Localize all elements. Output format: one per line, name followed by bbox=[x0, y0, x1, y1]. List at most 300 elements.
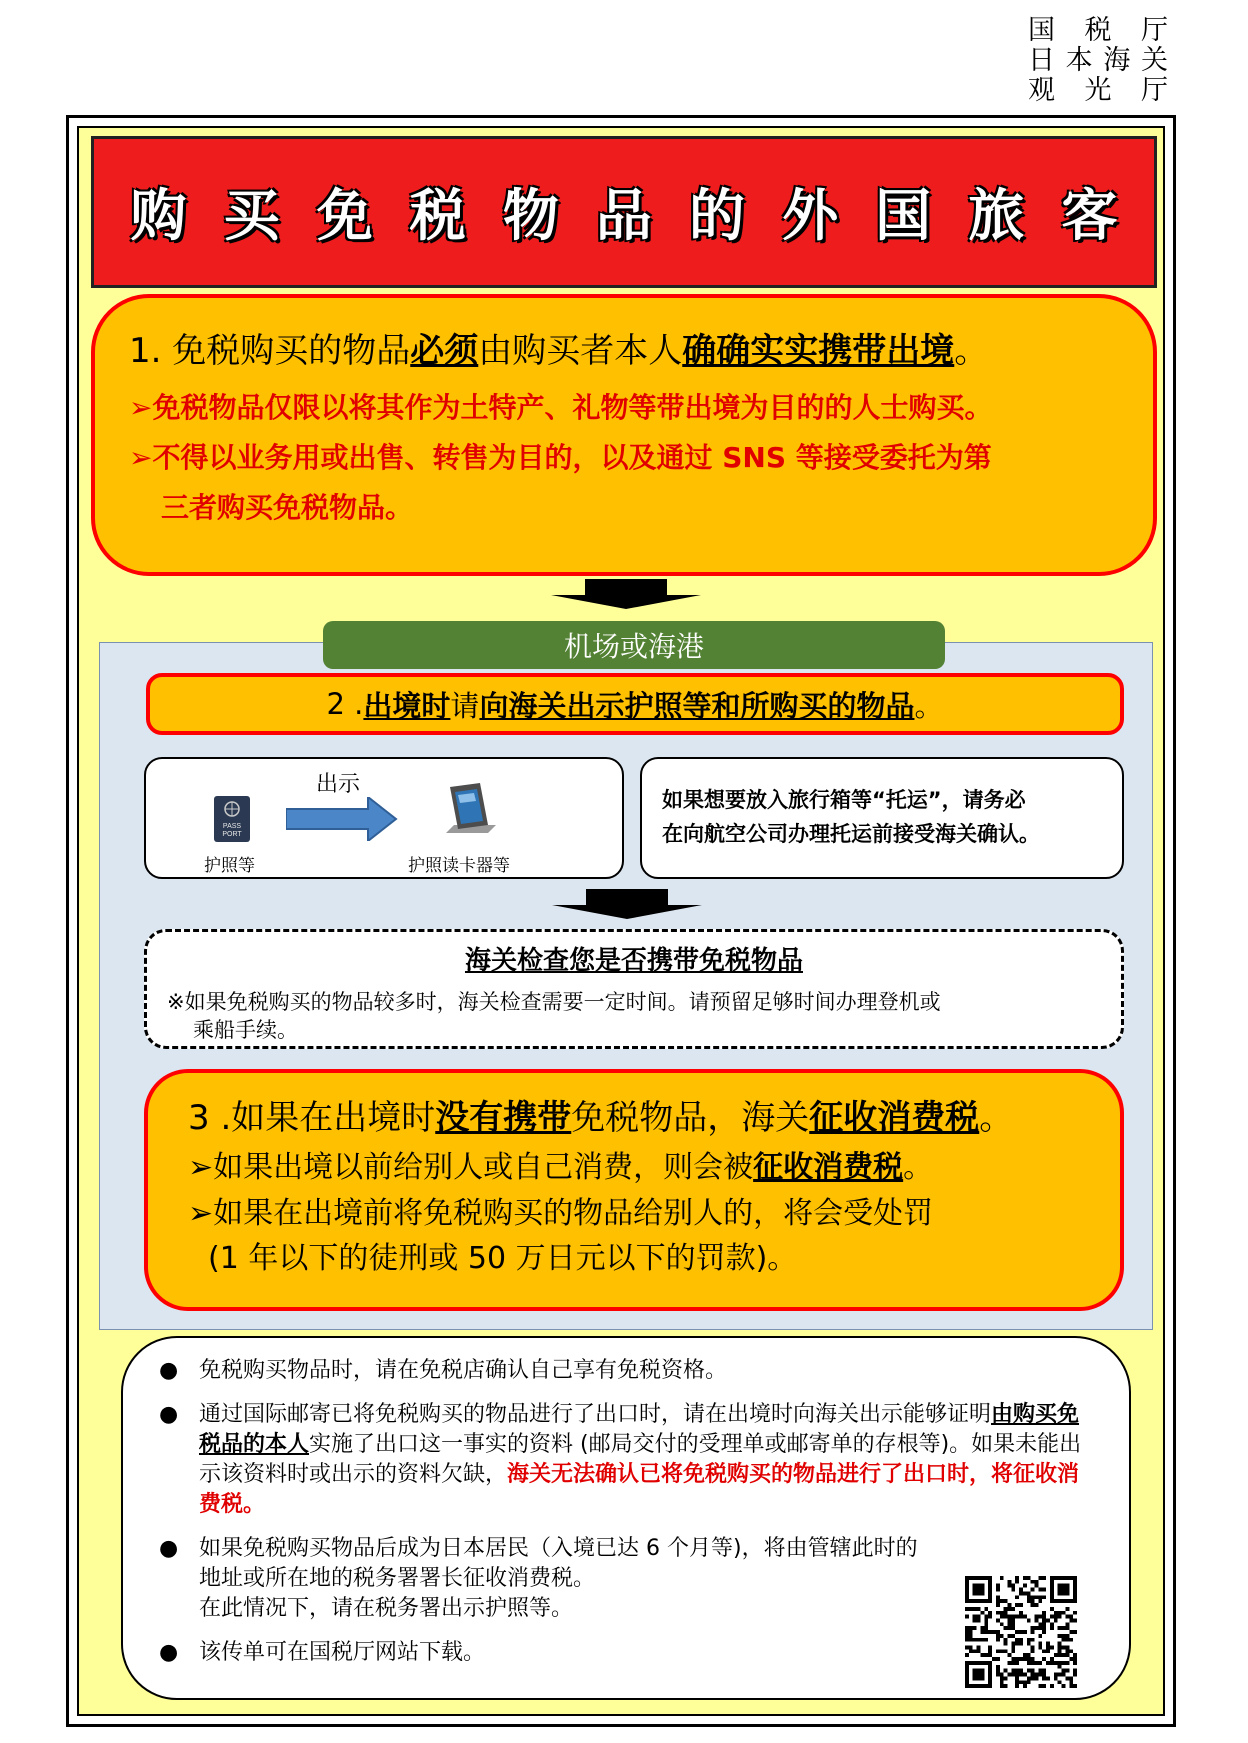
qr-module bbox=[1042, 1626, 1046, 1630]
qr-module bbox=[973, 1599, 977, 1603]
agency-customs bbox=[1028, 46, 1168, 76]
rule-number: 1. bbox=[129, 331, 162, 371]
qr-module bbox=[977, 1646, 981, 1650]
qr-module bbox=[1015, 1603, 1019, 1607]
qr-module bbox=[984, 1653, 988, 1657]
qr-module bbox=[965, 1595, 969, 1599]
qr-module bbox=[1004, 1649, 1008, 1653]
qr-module bbox=[1027, 1576, 1031, 1580]
qr-module bbox=[1073, 1669, 1077, 1673]
arrow-bullet-icon: ➢ bbox=[129, 441, 153, 474]
qr-module bbox=[1031, 1638, 1035, 1642]
qr-module bbox=[1019, 1630, 1023, 1634]
show-label: 出示 bbox=[316, 772, 361, 797]
qr-module bbox=[988, 1611, 992, 1615]
bullet-text: 不得以业务用或出售、转售为目的，以及通过 SNS 等接受委托为第 bbox=[152, 441, 992, 474]
qr-module bbox=[1050, 1622, 1054, 1626]
rule-1-box bbox=[91, 294, 1157, 576]
qr-module bbox=[1027, 1676, 1031, 1680]
rule-3-heading bbox=[188, 1095, 1100, 1141]
qr-module bbox=[1031, 1603, 1035, 1607]
note-text-part: 实施了出口这一事实的资料 (邮局交付的受理单或邮寄单的存根等)。如果未能出示该资料时或出示的资料欠缺， bbox=[199, 1432, 1082, 1487]
qr-module bbox=[984, 1630, 988, 1634]
qr-module bbox=[1015, 1680, 1019, 1684]
qr-module bbox=[977, 1638, 981, 1642]
qr-module bbox=[988, 1584, 992, 1588]
qr-module bbox=[1035, 1673, 1039, 1677]
qr-module bbox=[1019, 1642, 1023, 1646]
qr-module bbox=[980, 1669, 984, 1673]
qr-module bbox=[1054, 1673, 1058, 1677]
qr-module bbox=[1054, 1576, 1058, 1580]
customs-check-title: 海关检查您是否携带免税物品 bbox=[464, 946, 803, 976]
qr-module bbox=[1069, 1680, 1073, 1684]
qr-module bbox=[988, 1680, 992, 1684]
qr-module bbox=[1023, 1630, 1027, 1634]
qr-module bbox=[1050, 1584, 1054, 1588]
rule-emphasis: 征收消费税 bbox=[809, 1098, 980, 1138]
qr-module bbox=[1015, 1676, 1019, 1680]
qr-module bbox=[1023, 1680, 1027, 1684]
note-line: ※如果免税购买的物品较多时，海关检查需要一定时间。请预留足够时间办理登机或 bbox=[167, 990, 941, 1014]
qr-module bbox=[973, 1607, 977, 1611]
qr-module bbox=[1042, 1657, 1046, 1661]
qr-module bbox=[1058, 1599, 1062, 1603]
qr-module bbox=[1011, 1634, 1015, 1638]
qr-module bbox=[988, 1588, 992, 1592]
qr-module bbox=[1046, 1618, 1050, 1622]
qr-module bbox=[1027, 1599, 1031, 1603]
qr-module bbox=[1011, 1584, 1015, 1588]
qr-module bbox=[1046, 1676, 1050, 1680]
qr-module bbox=[1035, 1676, 1039, 1680]
qr-module bbox=[1054, 1661, 1058, 1665]
qr-module bbox=[1007, 1653, 1011, 1657]
qr-module bbox=[1015, 1684, 1019, 1688]
qr-module bbox=[992, 1630, 996, 1634]
qr-module bbox=[1027, 1653, 1031, 1657]
qr-module bbox=[1000, 1676, 1004, 1680]
qr-module bbox=[1073, 1584, 1077, 1588]
qr-module bbox=[996, 1584, 1000, 1588]
qr-module bbox=[996, 1588, 1000, 1592]
qr-module bbox=[1038, 1684, 1042, 1688]
qr-module bbox=[1027, 1618, 1031, 1622]
title-char: 的 bbox=[689, 184, 745, 249]
qr-module bbox=[984, 1599, 988, 1603]
qr-module bbox=[1065, 1599, 1069, 1603]
qr-module bbox=[969, 1661, 973, 1665]
agency-char: 税 bbox=[1084, 15, 1112, 46]
qr-module bbox=[1027, 1642, 1031, 1646]
note-text: 免税购买物品时，请在免税店确认自己享有免税资格。 bbox=[199, 1358, 728, 1383]
qr-module bbox=[965, 1588, 969, 1592]
agency-char: 光 bbox=[1084, 75, 1112, 106]
qr-module bbox=[1038, 1576, 1042, 1580]
qr-module bbox=[1011, 1646, 1015, 1650]
qr-module bbox=[1058, 1673, 1062, 1677]
qr-module bbox=[980, 1673, 984, 1677]
qr-module bbox=[1062, 1684, 1066, 1688]
qr-module bbox=[965, 1673, 969, 1677]
qr-module bbox=[1073, 1591, 1077, 1595]
qr-module bbox=[1035, 1595, 1039, 1599]
note-item bbox=[159, 1400, 1099, 1520]
customs-check-note bbox=[147, 988, 1121, 1044]
qr-module bbox=[1038, 1599, 1042, 1603]
qr-module bbox=[969, 1646, 973, 1650]
airport-section bbox=[99, 630, 1153, 1330]
flyer-frame bbox=[66, 115, 1176, 1727]
qr-module bbox=[980, 1630, 984, 1634]
rule-text: 。 bbox=[914, 688, 944, 723]
agency-nta bbox=[1028, 16, 1168, 46]
qr-module bbox=[973, 1673, 977, 1677]
qr-module bbox=[1058, 1584, 1062, 1588]
qr-module bbox=[1042, 1684, 1046, 1688]
qr-module bbox=[969, 1630, 973, 1634]
qr-module bbox=[984, 1576, 988, 1580]
passport-label: 护照等 bbox=[204, 856, 255, 876]
qr-module bbox=[1065, 1676, 1069, 1680]
qr-module bbox=[1019, 1673, 1023, 1677]
qr-module bbox=[1031, 1630, 1035, 1634]
qr-module bbox=[977, 1588, 981, 1592]
qr-module bbox=[984, 1684, 988, 1688]
qr-module bbox=[1058, 1611, 1062, 1615]
qr-module bbox=[988, 1673, 992, 1677]
qr-module bbox=[977, 1591, 981, 1595]
qr-module bbox=[1062, 1584, 1066, 1588]
qr-module bbox=[980, 1676, 984, 1680]
qr-module bbox=[1062, 1673, 1066, 1677]
qr-module bbox=[1023, 1673, 1027, 1677]
qr-module bbox=[1054, 1615, 1058, 1619]
svg-text:PASS: PASS bbox=[222, 823, 242, 830]
qr-module bbox=[1058, 1665, 1062, 1669]
qr-module bbox=[988, 1580, 992, 1584]
down-arrow-icon bbox=[552, 889, 702, 929]
qr-module bbox=[1069, 1576, 1073, 1580]
qr-module bbox=[984, 1626, 988, 1630]
qr-module bbox=[969, 1649, 973, 1653]
qr-module bbox=[1038, 1642, 1042, 1646]
qr-module bbox=[973, 1649, 977, 1653]
qr-module bbox=[1058, 1646, 1062, 1650]
qr-module bbox=[977, 1676, 981, 1680]
qr-module bbox=[1007, 1626, 1011, 1630]
qr-module bbox=[965, 1665, 969, 1669]
qr-module bbox=[1007, 1673, 1011, 1677]
qr-module bbox=[1065, 1584, 1069, 1588]
note-line: 乘船手续。 bbox=[193, 1018, 298, 1042]
note-item bbox=[159, 1638, 1099, 1668]
qr-module bbox=[1046, 1642, 1050, 1646]
qr-module bbox=[984, 1622, 988, 1626]
qr-module bbox=[1000, 1622, 1004, 1626]
qr-module bbox=[977, 1607, 981, 1611]
note-text bbox=[199, 1534, 929, 1624]
qr-module bbox=[1007, 1661, 1011, 1665]
qr-module bbox=[1065, 1646, 1069, 1650]
note-line: 在向航空公司办理托运前接受海关确认。 bbox=[662, 822, 1040, 846]
qr-module bbox=[1073, 1576, 1077, 1580]
qr-module bbox=[1062, 1576, 1066, 1580]
qr-module bbox=[1065, 1622, 1069, 1626]
qr-module bbox=[973, 1615, 977, 1619]
qr-module bbox=[965, 1676, 969, 1680]
qr-module bbox=[1058, 1591, 1062, 1595]
qr-module bbox=[965, 1684, 969, 1688]
qr-module bbox=[1035, 1661, 1039, 1665]
arrow-bullet-icon: ➢ bbox=[129, 391, 153, 424]
rule-emphasis: 必须 bbox=[410, 331, 479, 371]
rule-2-box bbox=[146, 673, 1124, 735]
rule-1-bullet bbox=[129, 380, 1123, 436]
qr-module bbox=[988, 1599, 992, 1603]
qr-module bbox=[1000, 1599, 1004, 1603]
qr-module bbox=[1007, 1584, 1011, 1588]
qr-module bbox=[1069, 1649, 1073, 1653]
qr-module bbox=[1069, 1615, 1073, 1619]
qr-module bbox=[1023, 1684, 1027, 1688]
passport-icon bbox=[212, 795, 252, 843]
qr-module bbox=[1054, 1676, 1058, 1680]
qr-module bbox=[988, 1646, 992, 1650]
qr-module bbox=[1065, 1661, 1069, 1665]
agency-char: 关 bbox=[1140, 45, 1168, 76]
qr-module bbox=[965, 1669, 969, 1673]
rule-text: 免税物品，海关 bbox=[571, 1098, 810, 1138]
rule-1-heading bbox=[129, 328, 1123, 374]
qr-module bbox=[1058, 1576, 1062, 1580]
qr-module bbox=[1027, 1638, 1031, 1642]
qr-module bbox=[1073, 1661, 1077, 1665]
qr-module bbox=[1000, 1634, 1004, 1638]
bullet-text: 。 bbox=[903, 1150, 934, 1185]
qr-module bbox=[1007, 1615, 1011, 1619]
qr-module bbox=[973, 1676, 977, 1680]
agency-char: 日 bbox=[1028, 45, 1055, 76]
qr-module bbox=[977, 1599, 981, 1603]
qr-module bbox=[980, 1684, 984, 1688]
agency-char: 海 bbox=[1103, 45, 1131, 76]
rule-number: 2 . bbox=[326, 687, 364, 721]
qr-module bbox=[977, 1618, 981, 1622]
qr-module bbox=[996, 1669, 1000, 1673]
qr-module bbox=[1046, 1661, 1050, 1665]
qr-module bbox=[1073, 1595, 1077, 1599]
qr-module bbox=[1042, 1669, 1046, 1673]
qr-module bbox=[1065, 1591, 1069, 1595]
qr-module bbox=[1019, 1588, 1023, 1592]
note-item bbox=[159, 1534, 1099, 1624]
qr-module bbox=[1050, 1684, 1054, 1688]
qr-module bbox=[1031, 1599, 1035, 1603]
qr-module bbox=[1050, 1588, 1054, 1592]
qr-module bbox=[973, 1576, 977, 1580]
passport-reader-icon bbox=[438, 781, 500, 841]
qr-module bbox=[988, 1653, 992, 1657]
qr-module bbox=[973, 1626, 977, 1630]
title-char: 外 bbox=[782, 184, 839, 249]
qr-module bbox=[1004, 1607, 1008, 1611]
issuing-agencies bbox=[1028, 16, 1168, 106]
qr-module bbox=[1019, 1611, 1023, 1615]
qr-module bbox=[1015, 1657, 1019, 1661]
rule-text: 3 .如果在出境时 bbox=[188, 1098, 436, 1138]
qr-module bbox=[1069, 1618, 1073, 1622]
qr-module bbox=[965, 1634, 969, 1638]
qr-module bbox=[1062, 1626, 1066, 1630]
qr-module bbox=[1035, 1584, 1039, 1588]
qr-module bbox=[996, 1634, 1000, 1638]
qr-module bbox=[1050, 1661, 1054, 1665]
qr-module bbox=[1062, 1591, 1066, 1595]
qr-module bbox=[1035, 1615, 1039, 1619]
qr-module bbox=[1000, 1680, 1004, 1684]
qr-module bbox=[965, 1661, 969, 1665]
qr-module bbox=[1031, 1676, 1035, 1680]
qr-module bbox=[1000, 1611, 1004, 1615]
qr-module bbox=[1004, 1642, 1008, 1646]
qr-module bbox=[1031, 1626, 1035, 1630]
qr-module bbox=[1038, 1588, 1042, 1592]
qr-module bbox=[1065, 1653, 1069, 1657]
qr-module bbox=[1000, 1673, 1004, 1677]
qr-module bbox=[1073, 1653, 1077, 1657]
qr-module bbox=[980, 1588, 984, 1592]
qr-module bbox=[973, 1588, 977, 1592]
agency-char: 厅 bbox=[1141, 75, 1168, 106]
qr-module bbox=[1031, 1649, 1035, 1653]
qr-module bbox=[965, 1653, 969, 1657]
qr-module bbox=[1058, 1615, 1062, 1619]
qr-module bbox=[1011, 1642, 1015, 1646]
rule-text: 。 bbox=[979, 1098, 1014, 1138]
qr-module bbox=[1027, 1657, 1031, 1661]
qr-module bbox=[1065, 1588, 1069, 1592]
qr-module bbox=[1019, 1603, 1023, 1607]
qr-module bbox=[1042, 1615, 1046, 1619]
qr-module bbox=[988, 1615, 992, 1619]
qr-module bbox=[1011, 1607, 1015, 1611]
qr-module bbox=[1035, 1626, 1039, 1630]
qr-module bbox=[1058, 1653, 1062, 1657]
qr-module bbox=[1069, 1630, 1073, 1634]
qr-module bbox=[1050, 1646, 1054, 1650]
qr-module bbox=[1004, 1638, 1008, 1642]
qr-module bbox=[1011, 1615, 1015, 1619]
qr-module bbox=[1058, 1634, 1062, 1638]
qr-module bbox=[1050, 1580, 1054, 1584]
title-char: 客 bbox=[1061, 184, 1118, 249]
qr-module bbox=[1019, 1638, 1023, 1642]
qr-module bbox=[969, 1599, 973, 1603]
qr-module bbox=[1019, 1680, 1023, 1684]
qr-module bbox=[1023, 1615, 1027, 1619]
qr-module bbox=[1038, 1661, 1042, 1665]
qr-module bbox=[1000, 1649, 1004, 1653]
qr-module bbox=[996, 1638, 1000, 1642]
qr-module bbox=[1004, 1615, 1008, 1619]
title-char: 购 bbox=[130, 184, 187, 249]
qr-module bbox=[1065, 1615, 1069, 1619]
agency-tourism bbox=[1028, 76, 1168, 106]
rule-emphasis: 向海关出示护照等和所购买的物品 bbox=[479, 688, 915, 723]
qr-module bbox=[1046, 1646, 1050, 1650]
qr-module bbox=[980, 1653, 984, 1657]
qr-module bbox=[1031, 1673, 1035, 1677]
qr-module bbox=[1050, 1626, 1054, 1630]
qr-module bbox=[1046, 1649, 1050, 1653]
qr-module bbox=[1050, 1591, 1054, 1595]
qr-module bbox=[977, 1684, 981, 1688]
qr-module bbox=[1058, 1680, 1062, 1684]
qr-module bbox=[1062, 1646, 1066, 1650]
bullet-icon: ● bbox=[159, 1536, 179, 1561]
qr-module bbox=[1011, 1588, 1015, 1592]
note-text-part: 通过国际邮寄已将免税购买的物品进行了出口时，请在出境时向海关出示能够证明 bbox=[199, 1402, 992, 1427]
qr-module bbox=[1038, 1615, 1042, 1619]
rule-text: 由购买者本人 bbox=[478, 331, 683, 371]
right-arrow-icon bbox=[286, 797, 398, 841]
qr-module bbox=[1038, 1646, 1042, 1650]
qr-module bbox=[1015, 1661, 1019, 1665]
qr-module bbox=[980, 1599, 984, 1603]
qr-module bbox=[973, 1661, 977, 1665]
qr-module bbox=[1011, 1673, 1015, 1677]
rule-text: 免税购买的物品 bbox=[172, 331, 411, 371]
qr-module bbox=[984, 1607, 988, 1611]
qr-module bbox=[969, 1607, 973, 1611]
qr-module bbox=[1031, 1588, 1035, 1592]
qr-module bbox=[1007, 1607, 1011, 1611]
note-text-part: 如果免税购买物品后成为日本居民（入境已达 6 个月等)，将由管辖此时的地址或所在地的税务署署长征收消费税。 bbox=[199, 1536, 918, 1591]
rule-emphasis: 征收消费税 bbox=[753, 1150, 904, 1185]
qr-module bbox=[1065, 1634, 1069, 1638]
qr-module bbox=[1011, 1657, 1015, 1661]
qr-module bbox=[977, 1669, 981, 1673]
qr-code-icon[interactable] bbox=[965, 1576, 1077, 1688]
note-emphasis: 由购买免税品的本人 bbox=[199, 1402, 1080, 1457]
qr-module bbox=[1073, 1588, 1077, 1592]
rule-emphasis: 确确实实携带出境 bbox=[682, 331, 955, 371]
qr-module bbox=[996, 1599, 1000, 1603]
qr-module bbox=[996, 1611, 1000, 1615]
qr-module bbox=[1042, 1588, 1046, 1592]
qr-module bbox=[1042, 1630, 1046, 1634]
qr-module bbox=[1038, 1634, 1042, 1638]
qr-module bbox=[1054, 1653, 1058, 1657]
qr-module bbox=[1031, 1595, 1035, 1599]
qr-module bbox=[1007, 1580, 1011, 1584]
qr-module bbox=[1035, 1618, 1039, 1622]
note-warning: 海关无法确认已将免税购买的物品进行了出口时，将征收消费税。 bbox=[199, 1462, 1080, 1517]
agency-char: 本 bbox=[1065, 45, 1093, 76]
qr-module bbox=[1065, 1638, 1069, 1642]
bullet-text: 免税物品仅限以将其作为土特产、礼物等带出境为目的的人士购买。 bbox=[152, 391, 993, 424]
qr-module bbox=[1031, 1661, 1035, 1665]
qr-module bbox=[965, 1615, 969, 1619]
note-text-part: 在此情况下，请在税务署出示护照等。 bbox=[199, 1596, 574, 1621]
qr-module bbox=[996, 1657, 1000, 1661]
qr-module bbox=[1058, 1661, 1062, 1665]
qr-module bbox=[1058, 1649, 1062, 1653]
qr-module bbox=[965, 1591, 969, 1595]
qr-module bbox=[1042, 1649, 1046, 1653]
qr-module bbox=[1027, 1591, 1031, 1595]
